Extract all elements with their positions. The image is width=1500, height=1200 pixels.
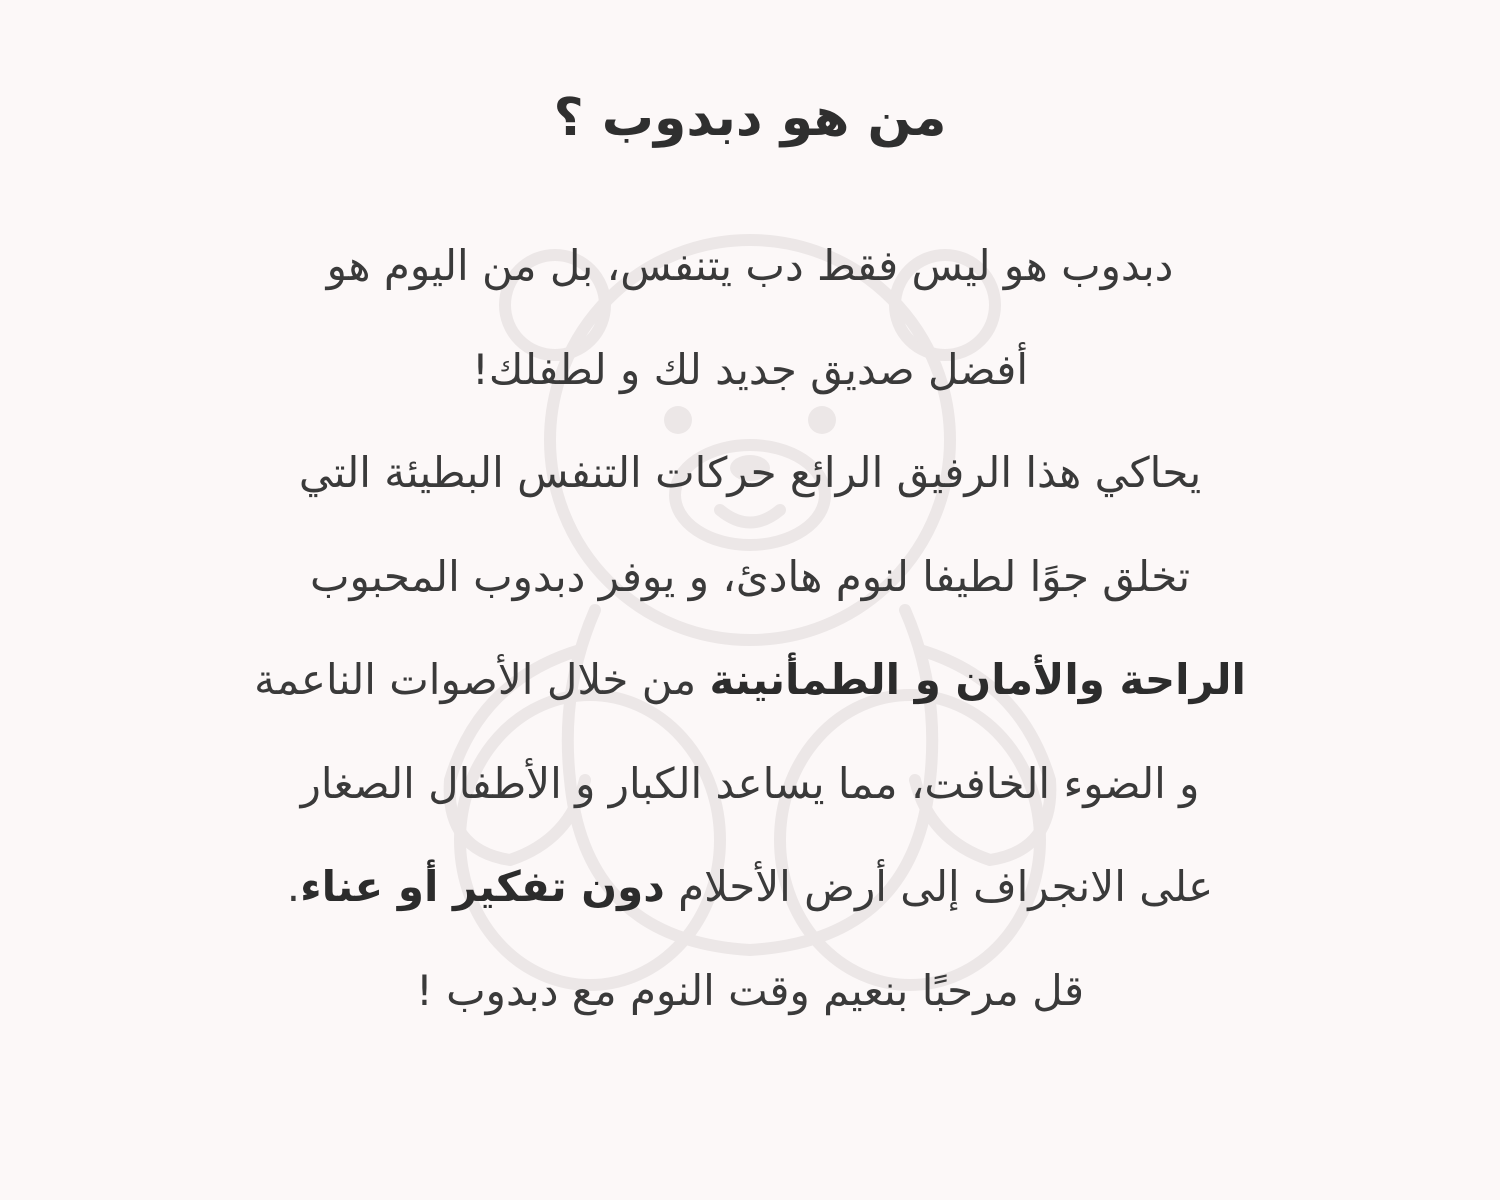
page-title: من هو دبدوب ؟ [553, 88, 947, 148]
description-line-1: دبدوب هو ليس فقط دب يتنفس، بل من اليوم هو [326, 241, 1174, 290]
emphasis-effortless: دون تفكير أو عناء [300, 862, 665, 911]
description-line-4: تخلق جوًا لطيفا لنوم هادئ، و يوفر دبدوب المحبوب [309, 551, 1191, 601]
description-line-6: و الضوء الخافت، مما يساعد الكبار و الأطفال الصغار [300, 758, 1200, 808]
description-line-3: يحاكي هذا الرفيق الرائع حركات التنفس البطيئة التي [298, 448, 1202, 497]
description-line-8: قل مرحبًا بنعيم وقت النوم مع دبدوب ! [415, 965, 1085, 1015]
description [0, 214, 1500, 1042]
emphasis-comfort: الراحة والأمان و الطمأنينة [709, 655, 1246, 704]
description-line-7 [0, 835, 1500, 939]
description-line-5 [0, 628, 1500, 732]
description-line-7-start: على الانجراف إلى أرض الأحلام [664, 862, 1214, 911]
description-line-5-rest: من خلال الأصوات الناعمة [254, 655, 710, 704]
description-line-7-end: . [286, 862, 301, 911]
description-line-2: أفضل صديق جديد لك و لطفلك! [471, 344, 1028, 394]
